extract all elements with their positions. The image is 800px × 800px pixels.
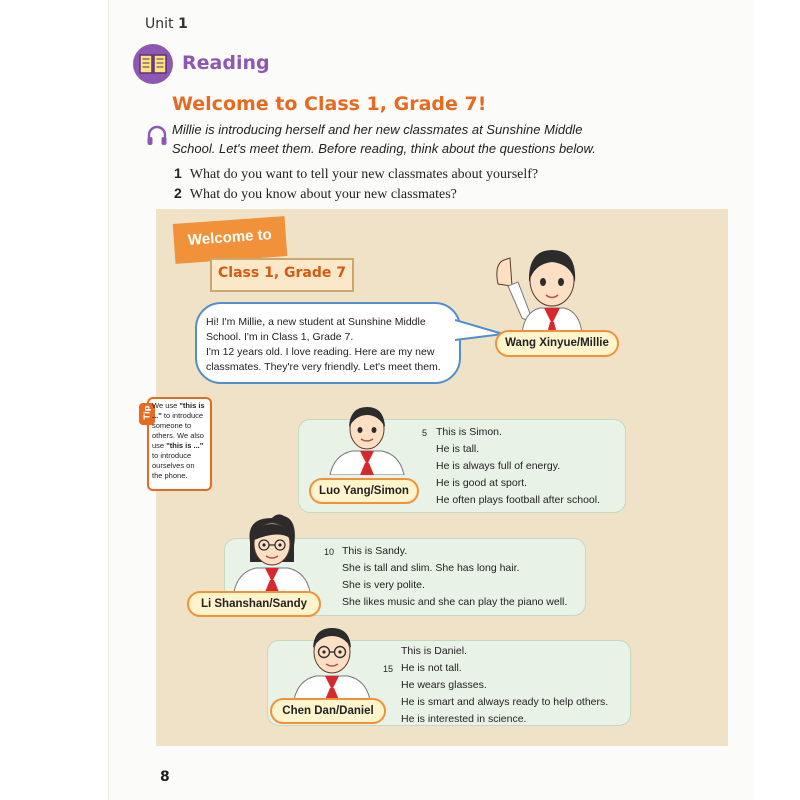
daniel-figure — [290, 622, 374, 700]
simon-name-tag: Luo Yang/Simon — [309, 478, 419, 504]
class-card: Class 1, Grade 7 — [210, 258, 354, 292]
simon-text: 5 This is Simon. He is tall. He is always full of energy. He is good at sport. He often plays football after school. — [422, 426, 601, 506]
sandy-name-tag: Li Shanshan/Sandy — [187, 591, 321, 617]
daniel-text: 15 This is Daniel. He is not tall. He wears glasses. He is smart and always ready to help others. He is interested in science. — [383, 645, 609, 725]
daniel-name-tag: Chen Dan/Daniel — [270, 698, 386, 724]
welcome-tag: Welcome to — [173, 216, 288, 264]
millie-figure — [492, 242, 592, 334]
intro-text: Millie is introducing herself and her new classmates at Sunshine Middle School. Let's meet them. Before reading, think about the questions below. — [172, 122, 596, 156]
millie-name-tag: Wang Xinyue/Millie — [495, 330, 619, 357]
page-number: 8 — [160, 769, 170, 785]
tip-text: We use "this is ..." to introduce someone to others. We also use "this is ..." to introduce ourselves on the phone. — [152, 401, 205, 480]
open-book-icon — [133, 44, 173, 84]
question-2: 2 What do you know about your new classmates? — [174, 185, 457, 202]
headphones-icon[interactable] — [146, 124, 168, 148]
simon-figure — [326, 403, 408, 475]
bubble-text: Hi! I'm Millie, a new student at Sunshine Middle School. I'm in Class 1, Grade 7. I'm 12 years old. I love reading. Here are my new classmates. They're very friendly. Let's meet them. — [206, 316, 441, 373]
section-name: Reading — [182, 52, 270, 74]
sandy-text: 10 This is Sandy. She is tall and slim. She has long hair. She is very polite. She likes music and she can play the piano well. — [324, 545, 568, 608]
question-1: 1 What do you want to tell your new classmates about yourself? — [174, 165, 539, 182]
sandy-figure — [228, 512, 318, 592]
tip-label: Tip — [139, 403, 155, 425]
section-badge — [133, 44, 270, 86]
unit-label: Unit 1 — [145, 16, 188, 32]
page-title: Welcome to Class 1, Grade 7! — [172, 93, 487, 115]
